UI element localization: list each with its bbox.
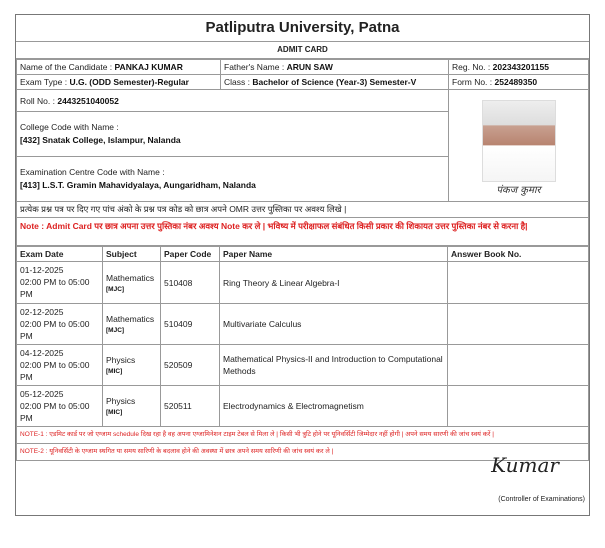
admit-card-heading: ADMIT CARD	[16, 42, 589, 59]
exam-centre: Examination Centre Code with Name : [413] L.S.T. Gramin Mahavidyalaya, Aungaridham, Nalanda	[17, 157, 449, 202]
university-title: Patliputra University, Patna	[16, 15, 589, 42]
instruction-note: Note : Admit Card पर छात्र अपना उत्तर पुस्तिका नंबर अवश्य Note कर ले | भविष्य में परीक्षाफल संबंधित किसी प्रकार की शिकायत उत्तर पुस्तिका नंबर से करना है|	[17, 218, 589, 246]
table-row: 01-12-2025 02:00 PM to 05:00 PM Mathematics [MJC] 510408 Ring Theory & Linear Algebra-I	[17, 262, 589, 304]
controller-signature: Kumar	[491, 453, 559, 477]
note-1: NOTE-1 : एडमिट कार्ड पर जो एग्जाम schedule दिख रहा है वह अपना एग्जामिनेशन टाइम टेबल से मिला ले | किसी भी त्रुटि होने पर यूनिवर्सिटी जिम्मेदार नहीं होगी | अपने समय सारणी की जांच स्वयं करें |	[17, 427, 589, 444]
exam-schedule-table	[16, 246, 589, 461]
col-paper-name: Paper Name	[220, 247, 448, 262]
candidate-info-table	[16, 59, 589, 246]
col-exam-date: Exam Date	[17, 247, 103, 262]
candidate-name: Name of the Candidate : PANKAJ KUMAR	[17, 60, 221, 75]
candidate-photo	[482, 100, 556, 182]
roll-no: Roll No. : 2443251040052	[17, 90, 449, 112]
controller-label: (Controller of Examinations)	[498, 496, 585, 503]
table-row: 02-12-2025 02:00 PM to 05:00 PM Mathematics [MJC] 510409 Multivariate Calculus	[17, 304, 589, 345]
college: College Code with Name : [432] Snatak College, Islampur, Nalanda	[17, 112, 449, 157]
reg-no: Reg. No. : 202343201155	[449, 60, 589, 75]
exam-type: Exam Type : U.G. (ODD Semester)-Regular	[17, 75, 221, 90]
father-name: Father's Name : ARUN SAW	[221, 60, 449, 75]
col-subject: Subject	[103, 247, 161, 262]
col-answer-book: Answer Book No.	[448, 247, 589, 262]
col-paper-code: Paper Code	[161, 247, 220, 262]
admit-card	[15, 14, 590, 516]
note-2: NOTE-2 : यूनिवर्सिटी के एग्जाम स्थगित या समय सारिणी के बदलाव होने की अवस्था में छात्र अपने समय सारिणी की जांच स्वयं कर ले |	[17, 444, 589, 461]
table-row: 04-12-2025 02:00 PM to 05:00 PM Physics [MIC] 520509 Mathematical Physics-II and Introduction to Computational Methods	[17, 345, 589, 386]
photo-cell	[449, 90, 589, 202]
candidate-signature: पंकज कुमार	[496, 184, 541, 196]
instruction-omr: प्रत्येक प्रश्न पत्र पर दिए गए पांच अंको के प्रश्न पत्र कोड को छात्र अपने OMR उत्तर पुस्तिका पर अवश्य लिखे |	[17, 202, 589, 218]
table-row: 05-12-2025 02:00 PM to 05:00 PM Physics [MIC] 520511 Electrodynamics & Electromagnetism	[17, 386, 589, 427]
form-no: Form No. : 252489350	[449, 75, 589, 90]
class: Class : Bachelor of Science (Year-3) Semester-V	[221, 75, 449, 90]
